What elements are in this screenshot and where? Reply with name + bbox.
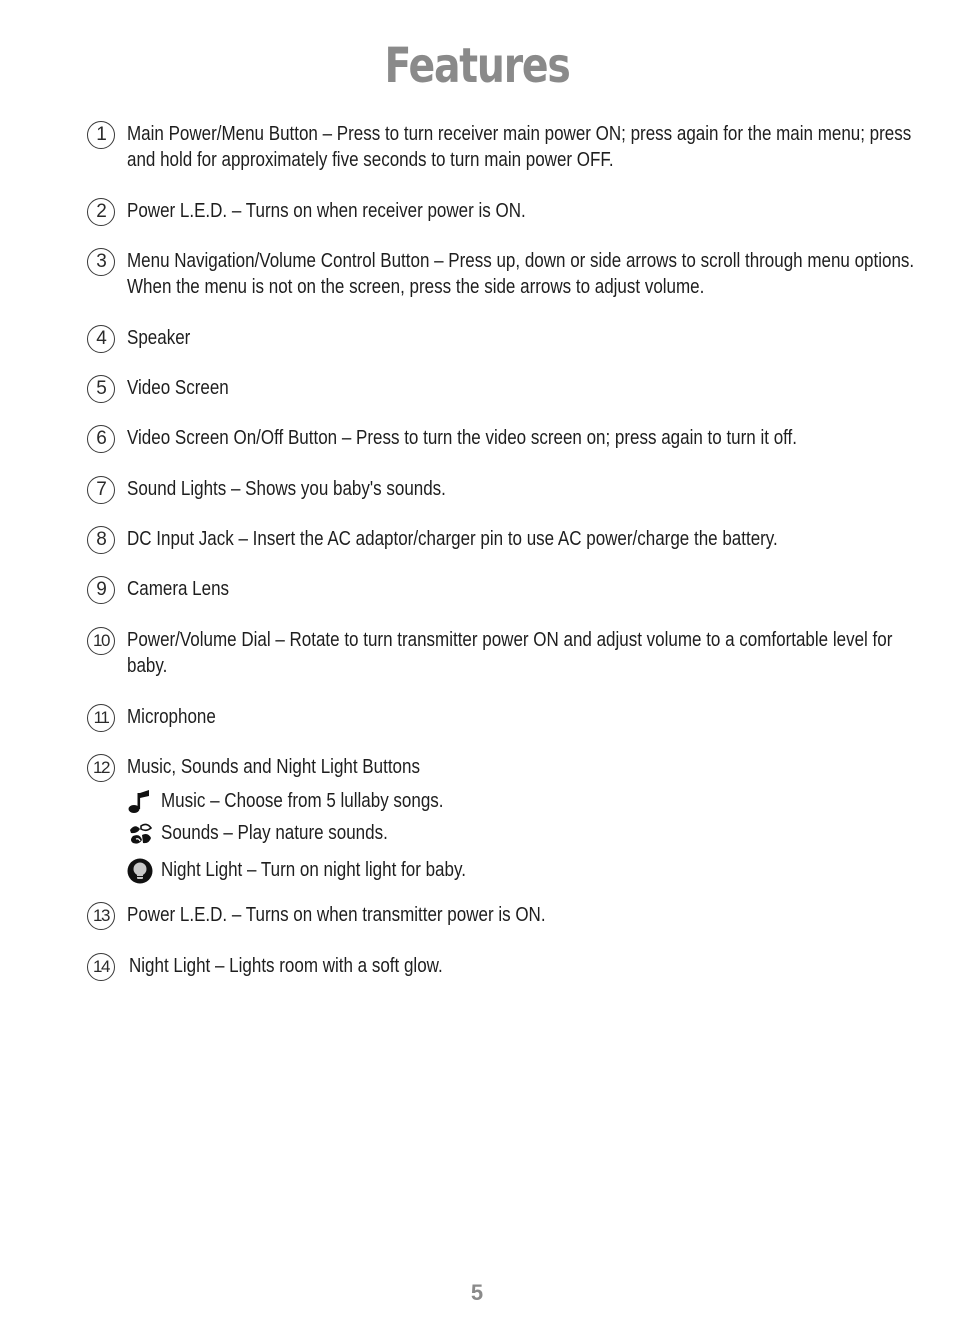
item-number: 13 [87,902,115,930]
nature-sounds-icon [127,821,153,847]
item-text: DC Input Jack – Insert the AC adaptor/charger pin to use AC power/charge the battery. [127,528,778,550]
item-text: Sound Lights – Shows you baby's sounds. [127,478,446,500]
item-text: Microphone [127,706,216,728]
item-text: Video Screen [127,377,229,399]
page-title: Features [384,38,570,94]
item-text: Power L.E.D. – Turns on when receiver power is ON. [127,200,526,222]
item-number: 3 [87,248,115,276]
item-number: 12 [87,754,115,782]
item-text: Camera Lens [127,578,230,600]
item-number: 4 [87,325,115,353]
item-number: 5 [87,375,115,403]
subitem-text: Music – Choose from 5 lullaby songs. [161,790,444,812]
item-text: Power L.E.D. – Turns on when transmitter power is ON. [127,904,546,926]
item-number: 7 [87,476,115,504]
item-text: Main Power/Menu Button – Press to turn receiver main power ON; press again for the main menu; press and hold for approximately five seconds to turn main power OFF. [127,123,912,171]
item-text: Music, Sounds and Night Light Buttons [127,756,420,778]
item-text: Speaker [127,327,191,349]
item-number: 14 [87,953,115,981]
item-text: Menu Navigation/Volume Control Button – Press up, down or side arrows to scroll through menu options. When the menu is not on the screen, press the side arrows to adjust volume. [127,250,915,298]
subitem-text: Sounds – Play nature sounds. [161,822,388,844]
item-number: 1 [87,121,115,149]
item-text: Power/Volume Dial – Rotate to turn transmitter power ON and adjust volume to a comfortable level for baby. [127,629,893,677]
page-number: 5 [470,1280,484,1305]
music-note-icon [127,789,153,815]
item-number: 11 [87,704,115,732]
item-number: 10 [87,627,115,655]
item-text: Video Screen On/Off Button – Press to turn the video screen on; press again to turn it off. [127,427,798,449]
light-bulb-icon [127,858,153,884]
item-number: 8 [87,526,115,554]
item-number: 6 [87,425,115,453]
item-text: Night Light – Lights room with a soft glow. [129,955,443,977]
item-number: 9 [87,576,115,604]
item-number: 2 [87,198,115,226]
subitem-text: Night Light – Turn on night light for baby. [161,859,466,881]
